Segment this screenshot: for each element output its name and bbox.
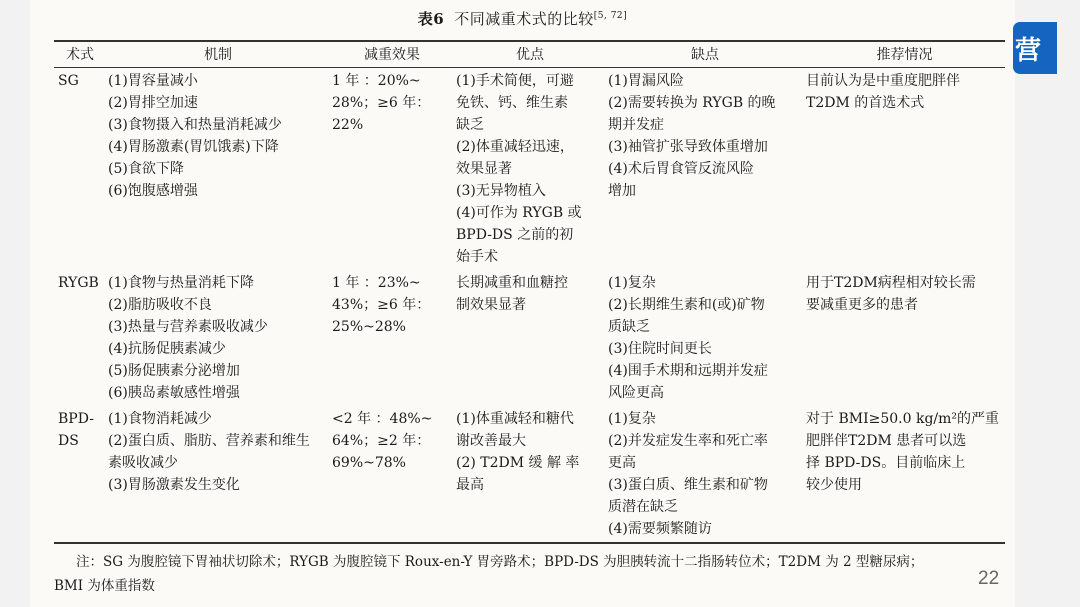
- cell-line: 期并发症: [608, 117, 664, 133]
- cell-line: (1)胃容量减小: [108, 73, 198, 89]
- table-note: [54, 550, 1009, 598]
- cell-advantages: [456, 70, 608, 268]
- bottom-rule: [54, 542, 1005, 544]
- cell-line: (4)胃肠激素(胃饥饿素)下降: [108, 139, 279, 155]
- cell-line: 风险更高: [608, 385, 664, 401]
- slide: [30, 0, 1015, 607]
- cell-recommendation: [806, 70, 1007, 114]
- header-effect: 减重效果: [364, 47, 420, 63]
- cell-line: (2)需要转换为 RYGB 的晚: [608, 95, 776, 111]
- cell-effect: [332, 70, 456, 136]
- note-line-1: 注：SG 为腹腔镜下胃袖状切除术；RYGB 为腹腔镜下 Roux-en-Y 胃旁路术；BPD-DS 为胆胰转流十二指肠转位术；T2DM 为 2 型糖尿病；: [76, 554, 924, 570]
- cell-line: (1)胃漏风险: [608, 73, 684, 89]
- cell-line: 更高: [608, 455, 636, 471]
- cell-line: 谢改善最大: [456, 433, 526, 449]
- note-line-2: BMI 为体重指数: [54, 578, 155, 594]
- cell-procedure: [58, 70, 110, 92]
- cell-line: 对于 BMI≥50.0 kg/m²的严重: [806, 411, 1000, 427]
- cell-line: SG: [58, 73, 79, 89]
- cell-line: (4)抗肠促胰素减少: [108, 341, 226, 357]
- cell-line: DS: [58, 433, 79, 449]
- cell-line: (3)住院时间更长: [608, 341, 712, 357]
- cell-line: 肥胖伴T2DM 患者可以选: [806, 433, 967, 449]
- cell-line: (3)食物摄入和热量消耗减少: [108, 117, 282, 133]
- cell-line: 69%~78%: [332, 455, 406, 471]
- cell-line: RYGB: [58, 275, 99, 291]
- cell-line: (3)无异物植入: [456, 183, 546, 199]
- cell-disadvantages: [608, 70, 806, 202]
- cell-procedure: [58, 272, 110, 294]
- cell-line: 43%；≥6 年：: [332, 297, 431, 313]
- cell-line: (1)复杂: [608, 275, 656, 291]
- cell-line: (3)胃肠激素发生变化: [108, 477, 240, 493]
- side-tab-badge[interactable]: 营: [1013, 22, 1057, 74]
- header-rule: [54, 67, 1005, 68]
- cell-line: (2)并发症发生率和死亡率: [608, 433, 768, 449]
- cell-line: (4)围手术期和远期并发症: [608, 363, 768, 379]
- cell-line: (4)需要频繁随访: [608, 521, 712, 537]
- cell-mechanism: [108, 70, 332, 202]
- cell-line: 长期减重和血糖控: [456, 275, 568, 291]
- cell-line: (1)食物消耗减少: [108, 411, 212, 427]
- cell-advantages: [456, 408, 608, 496]
- cell-line: (2)胃排空加速: [108, 95, 198, 111]
- table-label: 表6: [417, 10, 445, 28]
- cell-line: (2) T2DM 缓 解 率: [456, 455, 580, 471]
- cell-recommendation: [806, 272, 1007, 316]
- cell-line: (1)体重减轻和糖代: [456, 411, 574, 427]
- cell-procedure: [58, 408, 110, 452]
- cell-disadvantages: [608, 408, 806, 540]
- cell-line: (3)蛋白质、维生素和矿物: [608, 477, 768, 493]
- cell-line: 25%~28%: [332, 319, 406, 335]
- cell-line: 质潜在缺乏: [608, 499, 678, 515]
- cell-line: 较少使用: [806, 477, 862, 493]
- cell-line: 效果显著: [456, 161, 512, 177]
- cell-line: 质缺乏: [608, 319, 650, 335]
- header-procedure: 术式: [66, 47, 94, 63]
- cell-effect: [332, 272, 456, 338]
- page-number: 22: [978, 568, 1000, 589]
- cell-line: (5)食欲下降: [108, 161, 184, 177]
- table-title: 不同减重术式的比较: [454, 10, 594, 28]
- cell-line: BPD-DS 之前的初: [456, 227, 574, 243]
- cell-line: 22%: [332, 117, 364, 133]
- cell-mechanism: [108, 272, 332, 404]
- cell-line: (4)术后胃食管反流风险: [608, 161, 754, 177]
- cell-line: 用于T2DM病程相对较长需: [806, 275, 976, 291]
- header-mechanism: 机制: [204, 47, 232, 63]
- cell-effect: [332, 408, 456, 474]
- cell-disadvantages: [608, 272, 806, 404]
- cell-line: 28%；≥6 年：: [332, 95, 431, 111]
- cell-line: 始手术: [456, 249, 498, 265]
- cell-line: (1)手术简便，可避: [456, 73, 574, 89]
- cell-line: <2 年 ：48%~: [332, 411, 433, 427]
- top-rule: [54, 40, 1005, 42]
- table-caption: [30, 8, 1015, 29]
- cell-line: (2)体重减轻迅速，: [456, 139, 574, 155]
- cell-line: (2)脂肪吸收不良: [108, 297, 212, 313]
- cell-line: (6)胰岛素敏感性增强: [108, 385, 240, 401]
- cell-line: (1)食物与热量消耗下降: [108, 275, 254, 291]
- cell-line: T2DM 的首选术式: [806, 95, 925, 111]
- cell-line: 目前认为是中重度肥胖伴: [806, 73, 960, 89]
- cell-line: 制效果显著: [456, 297, 526, 313]
- cell-recommendation: [806, 408, 1007, 496]
- cell-line: (2)长期维生素和(或)矿物: [608, 297, 765, 313]
- cell-line: 最高: [456, 477, 484, 493]
- cell-line: (5)肠促胰素分泌增加: [108, 363, 240, 379]
- cell-line: (2)蛋白质、脂肪、营养素和维生: [108, 433, 310, 449]
- header-recommendation: 推荐情况: [876, 47, 933, 63]
- cell-line: (6)饱腹感增强: [108, 183, 198, 199]
- cell-line: 缺乏: [456, 117, 484, 133]
- cell-line: BPD-: [58, 411, 94, 427]
- header-disadvantages: 缺点: [691, 47, 719, 63]
- cell-line: (3)袖管扩张导致体重增加: [608, 139, 768, 155]
- cell-line: (3)热量与营养素吸收减少: [108, 319, 268, 335]
- table-ref: [5, 72]: [593, 11, 628, 21]
- cell-line: (4)可作为 RYGB 或: [456, 205, 582, 221]
- cell-line: (1)复杂: [608, 411, 656, 427]
- cell-mechanism: [108, 408, 332, 496]
- cell-line: 择 BPD-DS。目前临床上: [806, 455, 966, 471]
- cell-line: 增加: [608, 183, 636, 199]
- cell-line: 1 年 ：23%~: [332, 275, 421, 291]
- header-advantages: 优点: [516, 47, 544, 63]
- cell-line: 免铁、钙、维生素: [456, 95, 568, 111]
- cell-line: 64%；≥2 年：: [332, 433, 431, 449]
- cell-line: 素吸收减少: [108, 455, 178, 471]
- cell-advantages: [456, 272, 608, 316]
- cell-line: 要减重更多的患者: [806, 297, 918, 313]
- cell-line: 1 年 ：20%~: [332, 73, 421, 89]
